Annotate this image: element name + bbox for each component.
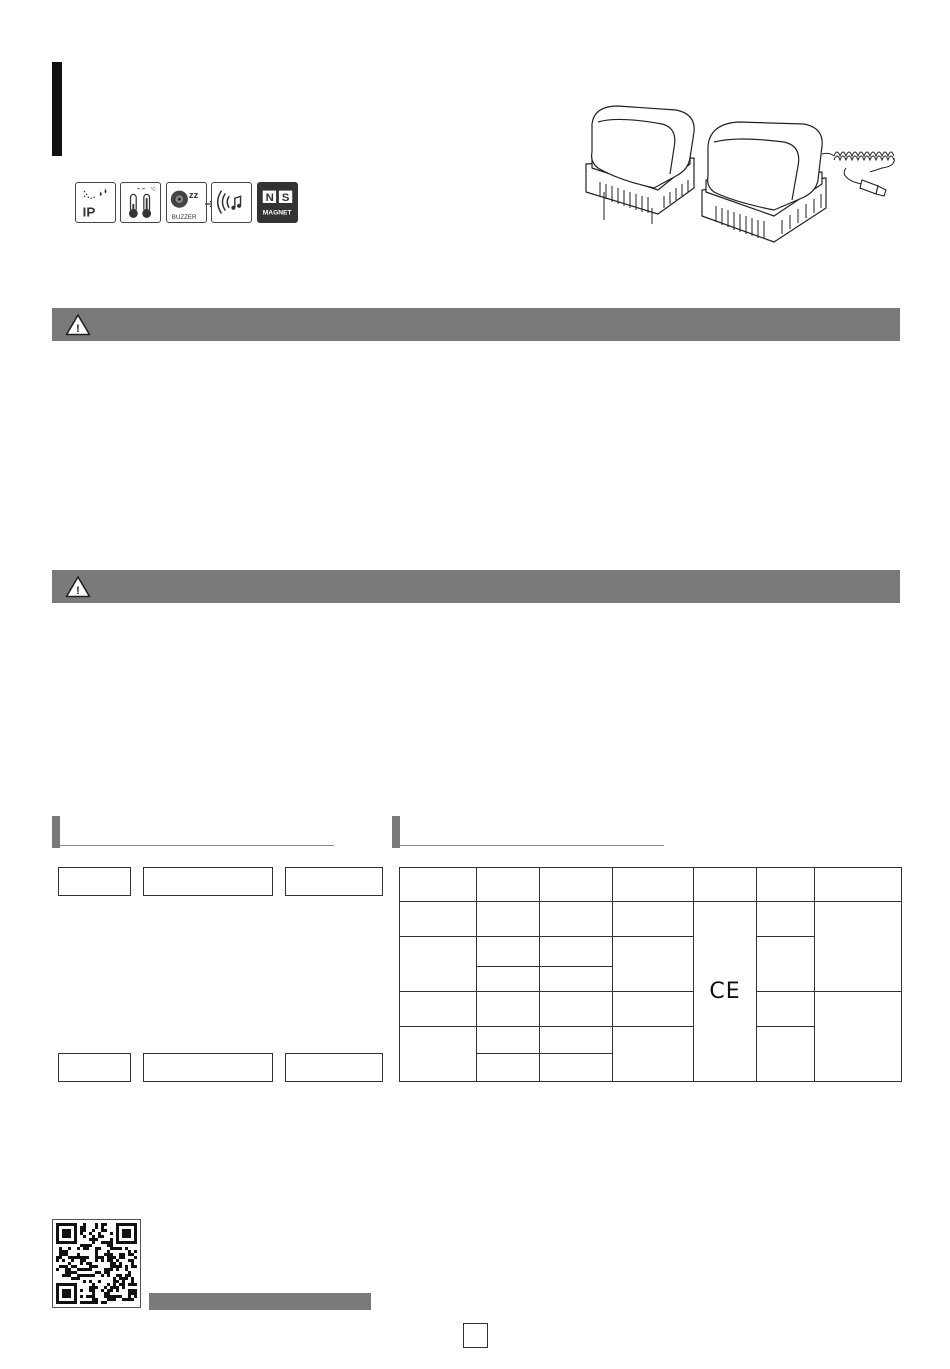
page-number-box xyxy=(463,1323,488,1348)
title-marker-bar xyxy=(52,62,62,156)
section-marker-right xyxy=(392,816,400,848)
section-underline-right xyxy=(400,845,664,846)
buzzer-icon xyxy=(166,182,207,223)
label-box xyxy=(143,867,273,896)
magnet-label: MAGNET xyxy=(262,209,292,217)
temp-unit: °C xyxy=(150,187,156,193)
temperature-icon xyxy=(120,182,161,223)
caution-header-bar xyxy=(52,570,900,603)
spec-table xyxy=(399,867,902,1082)
sound-wave-icon xyxy=(211,182,252,223)
ip-label: IP xyxy=(82,204,96,220)
section-underline-left xyxy=(60,845,334,846)
qr-code[interactable] xyxy=(52,1219,141,1308)
svg-text:zz: zz xyxy=(188,190,199,202)
table-row xyxy=(400,902,902,937)
ce-mark: CE xyxy=(694,902,757,1082)
label-box xyxy=(143,1053,273,1082)
warning-triangle-icon xyxy=(65,575,91,598)
label-box xyxy=(285,867,383,896)
table-row xyxy=(400,992,902,1027)
warning-header-bar xyxy=(52,308,900,341)
buzzer-label: BUZZER xyxy=(171,214,197,222)
magnet-n: N xyxy=(265,192,274,205)
warning-triangle-icon xyxy=(65,313,91,336)
product-illustration xyxy=(578,96,900,248)
svg-text:!: ! xyxy=(76,323,80,335)
magnet-s: S xyxy=(281,192,290,205)
ip-rating-icon xyxy=(75,182,116,223)
label-box xyxy=(58,1053,131,1082)
table-row xyxy=(400,868,902,902)
magnet-icon xyxy=(257,182,298,223)
qr-caption-bar xyxy=(149,1293,371,1310)
label-box xyxy=(58,867,131,896)
svg-text:!: ! xyxy=(76,585,80,597)
section-marker-left xyxy=(52,816,60,848)
label-box xyxy=(285,1053,383,1082)
